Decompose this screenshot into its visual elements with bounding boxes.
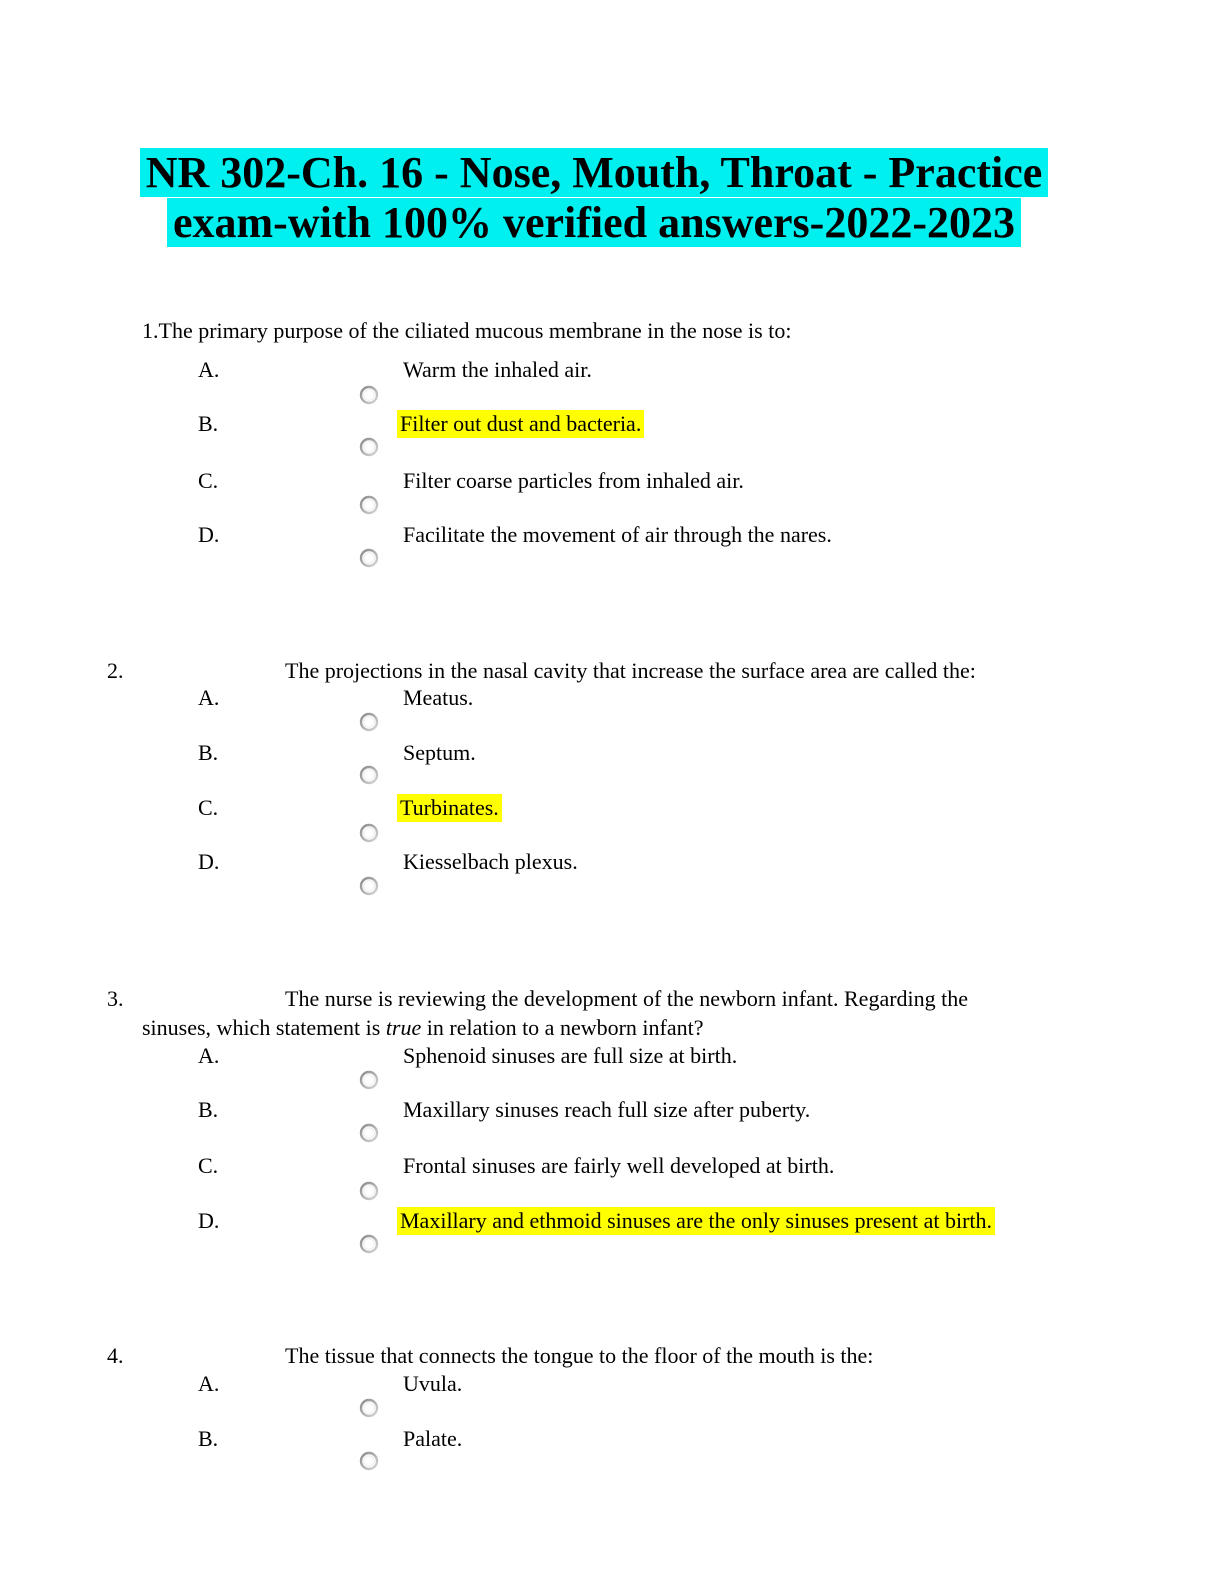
question-text-line-2: [142, 1014, 704, 1042]
option-letter: B.: [198, 1097, 219, 1122]
option-letter: B.: [198, 1426, 219, 1451]
option-letter: B.: [198, 411, 219, 436]
document-title: [0, 148, 1188, 248]
radio-button[interactable]: [359, 1451, 379, 1471]
radio-button[interactable]: [359, 495, 379, 515]
question-text: The primary purpose of the ciliated mucous membrane in the nose is to:: [158, 318, 792, 343]
question-text: The projections in the nasal cavity that increase the surface area are called the:: [285, 658, 976, 683]
radio-button[interactable]: [359, 1234, 379, 1254]
question-1-stem: [142, 316, 791, 345]
option-text: Maxillary sinuses reach full size after puberty.: [403, 1097, 811, 1122]
option-text: Kiesselbach plexus.: [403, 849, 578, 874]
option-text: Meatus.: [403, 685, 474, 710]
radio-button[interactable]: [359, 385, 379, 405]
option-text: Septum.: [403, 740, 476, 765]
option-text-correct: Turbinates.: [397, 794, 502, 822]
option-letter: B.: [198, 740, 219, 765]
radio-button[interactable]: [359, 823, 379, 843]
option-letter: D.: [198, 849, 220, 874]
option-text: Uvula.: [403, 1371, 463, 1396]
radio-button[interactable]: [359, 712, 379, 732]
option-text: Frontal sinuses are fairly well developed at birth.: [403, 1153, 835, 1178]
title-line-2: exam-with 100% verified answers-2022-2023: [167, 198, 1021, 247]
radio-button[interactable]: [359, 876, 379, 896]
title-line-1: NR 302-Ch. 16 - Nose, Mouth, Throat - Practice: [140, 148, 1049, 197]
radio-button[interactable]: [359, 1070, 379, 1090]
question-number: 1.: [142, 318, 159, 343]
option-text: Warm the inhaled air.: [403, 357, 592, 382]
radio-button[interactable]: [359, 1181, 379, 1201]
option-text: Sphenoid sinuses are full size at birth.: [403, 1043, 738, 1068]
radio-button[interactable]: [359, 765, 379, 785]
option-letter: C.: [198, 1153, 219, 1178]
option-text-correct: Filter out dust and bacteria.: [397, 410, 644, 438]
question-number: 2.: [107, 658, 124, 683]
option-text: Facilitate the movement of air through the nares.: [403, 522, 832, 547]
radio-button[interactable]: [359, 1398, 379, 1418]
question-text-emphasis: true: [385, 1015, 422, 1040]
option-letter: A.: [198, 685, 220, 710]
radio-button[interactable]: [359, 1123, 379, 1143]
radio-button[interactable]: [359, 548, 379, 568]
radio-button[interactable]: [359, 437, 379, 457]
option-letter: C.: [198, 795, 219, 820]
option-text: Filter coarse particles from inhaled air.: [403, 468, 744, 493]
question-number: 3.: [107, 986, 124, 1011]
option-letter: A.: [198, 1043, 220, 1068]
option-letter: D.: [198, 1208, 220, 1233]
question-text: The tissue that connects the tongue to the floor of the mouth is the:: [285, 1343, 874, 1368]
question-text-segment: sinuses, which statement is: [142, 1015, 386, 1040]
question-number: 4.: [107, 1343, 124, 1368]
option-letter: D.: [198, 522, 220, 547]
option-text: Palate.: [403, 1426, 463, 1451]
question-text-segment: in relation to a newborn infant?: [421, 1015, 704, 1040]
option-text-correct: Maxillary and ethmoid sinuses are the only sinuses present at birth.: [397, 1207, 995, 1235]
option-letter: C.: [198, 468, 219, 493]
option-letter: A.: [198, 1371, 220, 1396]
option-letter: A.: [198, 357, 220, 382]
question-text-line-1: The nurse is reviewing the development of the newborn infant. Regarding the: [285, 986, 969, 1011]
